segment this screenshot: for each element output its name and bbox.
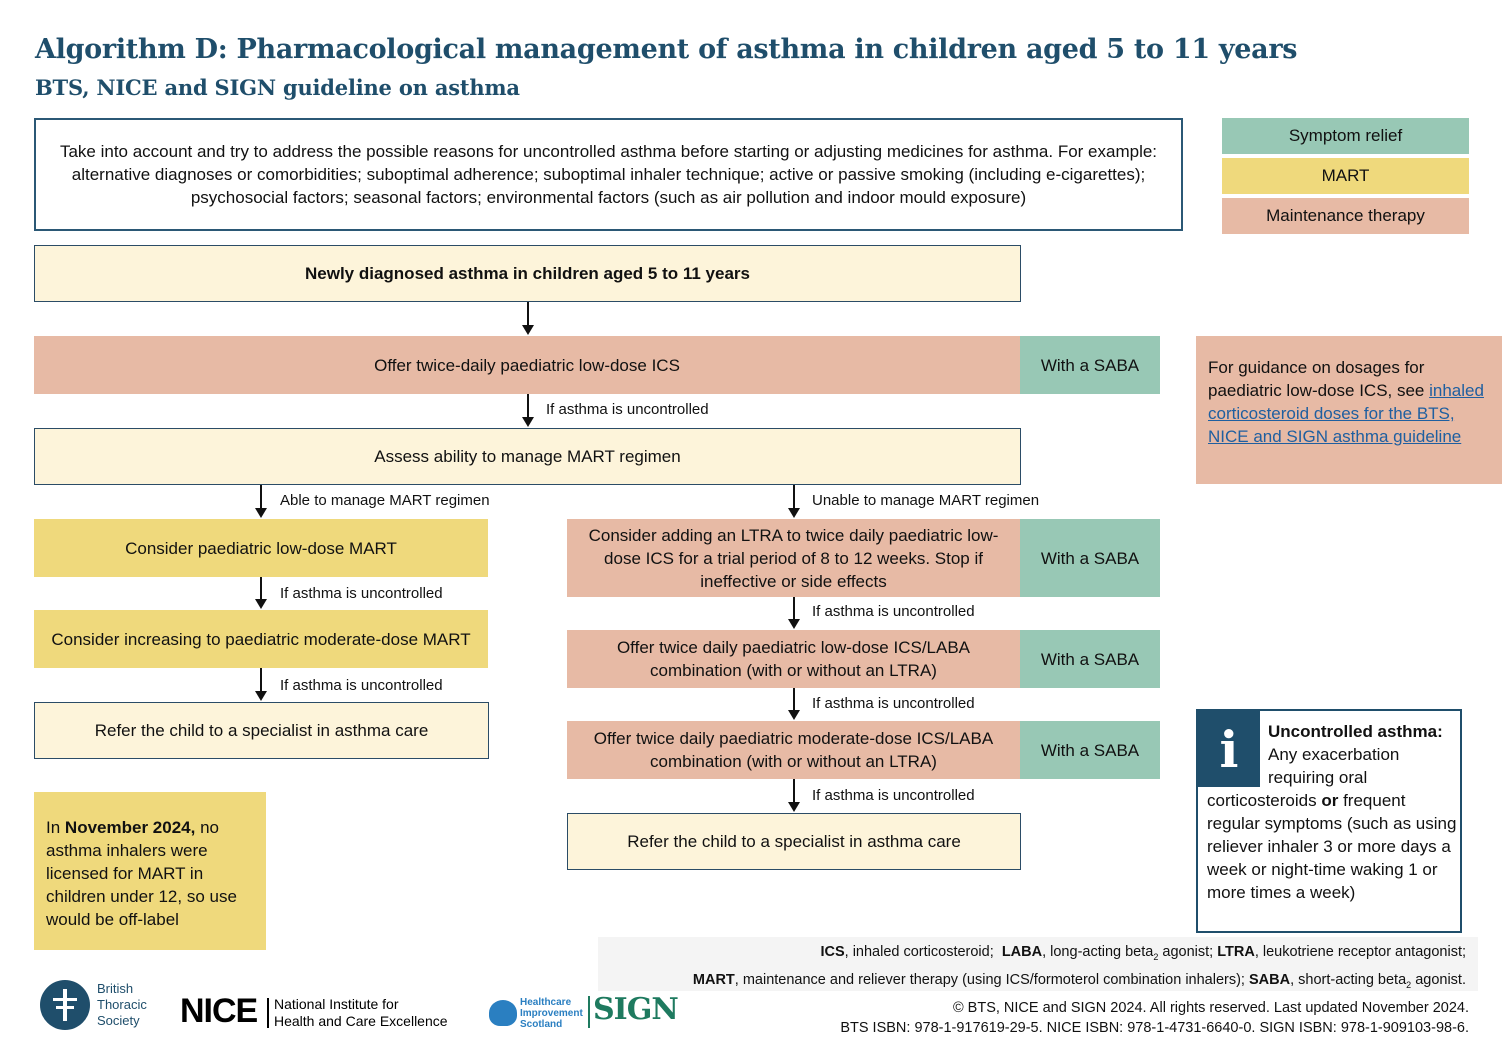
arrow-left-1-head	[255, 508, 267, 518]
legend-maintenance: Maintenance therapy	[1222, 198, 1469, 234]
abbrev-saba-sub: 2	[1406, 979, 1412, 990]
dosage-note-text: For guidance on dosages for paediatric low-dose ICS, see	[1208, 358, 1425, 400]
info-heading: Uncontrolled asthma:	[1268, 722, 1443, 741]
abbrev-laba-text2: agonist;	[1158, 944, 1214, 960]
info-icon: i	[1198, 711, 1260, 787]
label-uncontrolled-left-2: If asthma is uncontrolled	[280, 677, 443, 694]
ics-laba-low-box: Offer twice daily paediatric low-dose ICS/LABA combination (with or without an LTRA)	[567, 630, 1020, 688]
abbrev-laba-text: , long-acting beta	[1042, 944, 1154, 960]
with-saba-2: With a SABA	[1020, 519, 1160, 597]
label-uncontrolled-right-2: If asthma is uncontrolled	[812, 695, 975, 712]
sign-divider	[588, 996, 590, 1028]
mart-note-date: November 2024,	[64, 818, 196, 837]
arrow-right-1	[793, 485, 795, 509]
with-saba-1: With a SABA	[1020, 336, 1160, 394]
abbrev-ics: ICS	[820, 944, 845, 960]
his-word-3: Scotland	[520, 1019, 563, 1030]
abbrev-mart-text: , maintenance and reliever therapy (using ICS/formoterol combination inhalers);	[734, 971, 1245, 988]
offer-ics-box: Offer twice-daily paediatric low-dose ICS	[34, 336, 1020, 394]
his-word-2: Improvement	[520, 1008, 583, 1019]
abbrev-laba: LABA	[1001, 944, 1043, 960]
arrow-2-head	[522, 417, 534, 427]
assess-box: Assess ability to manage MART regimen	[34, 428, 1021, 485]
abbrev-mart: MART	[692, 971, 735, 988]
legend-mart: MART	[1222, 158, 1469, 194]
arrow-left-2-head	[255, 599, 267, 609]
arrow-right-2-head	[788, 619, 800, 629]
arrow-2	[527, 394, 529, 418]
dosage-link[interactable]: inhaled corticosteroid doses for the BTS, NICE and SIGN asthma guideline	[1208, 381, 1484, 446]
arrow-left-3	[260, 668, 262, 692]
arrow-right-2	[793, 597, 795, 620]
bts-word-3: Society	[97, 1013, 140, 1028]
arrow-left-2	[260, 577, 262, 600]
with-saba-4: With a SABA	[1020, 721, 1160, 779]
abbrev-line-1	[598, 941, 1466, 969]
page-subtitle: BTS, NICE and SIGN guideline on asthma	[35, 75, 520, 100]
intro-box: Take into account and try to address the possible reasons for uncontrolled asthma before starting or adjusting medicines for asthma. For example: alternative diagnoses or comorbidities; suboptimal adherence; suboptimal inhaler technique; active or passive smoking (including e-cigarettes); psychosocial factors; seasonal factors; environmental factors (such as air pollution and indoor mould exposure)	[34, 118, 1183, 231]
abbrev-saba-text2: agonist.	[1411, 971, 1466, 988]
mart-note-post: no asthma inhalers were licensed for MART in children under 12, so use would be off-label	[46, 818, 237, 929]
sign-logo: SIGN	[593, 992, 678, 1027]
ics-laba-moderate-box: Offer twice daily paediatric moderate-dose ICS/LABA combination (with or without an LTRA)	[567, 721, 1020, 779]
mart-note-pre: In	[46, 818, 61, 837]
label-uncontrolled-1: If asthma is uncontrolled	[546, 401, 709, 418]
bts-logo-text	[97, 981, 147, 1029]
info-or: or	[1321, 791, 1339, 810]
mart-moderate-box: Consider increasing to paediatric moderate-dose MART	[34, 610, 488, 668]
info-line1: Any exacerbation requiring oral	[1268, 745, 1400, 787]
his-word-1: Healthcare	[520, 997, 572, 1008]
copyright-block	[840, 998, 1469, 1038]
label-able: Able to manage MART regimen	[280, 492, 490, 509]
arrow-1	[527, 302, 529, 326]
bts-word-1: British	[97, 981, 134, 996]
nice-full-name	[274, 996, 448, 1030]
abbrev-ics-text: , inhaled corticosteroid;	[844, 944, 994, 960]
isbn: BTS ISBN: 978-1-917619-29-5. NICE ISBN: 978-1-4731-6640-0. SIGN ISBN: 978-1-909103-98-6.	[840, 1020, 1469, 1036]
nice-full-1: National Institute for	[274, 996, 399, 1012]
abbrev-line-2	[598, 969, 1466, 997]
abbrev-laba-sub: 2	[1153, 951, 1159, 962]
arrow-right-3-head	[788, 710, 800, 720]
mart-license-note	[34, 792, 266, 950]
with-saba-3: With a SABA	[1020, 630, 1160, 688]
arrow-right-1-head	[788, 508, 800, 518]
refer-right-box: Refer the child to a specialist in asthma care	[567, 813, 1021, 870]
legend-symptom-relief: Symptom relief	[1222, 118, 1469, 154]
label-uncontrolled-right-3: If asthma is uncontrolled	[812, 787, 975, 804]
abbrev-saba-text: , short-acting beta	[1290, 971, 1407, 988]
nice-full-2: Health and Care Excellence	[274, 1013, 448, 1029]
arrow-left-1	[260, 485, 262, 509]
start-box: Newly diagnosed asthma in children aged 5 to 11 years	[34, 245, 1021, 302]
bts-logo-icon	[40, 980, 90, 1030]
abbrev-saba: SABA	[1248, 971, 1291, 988]
label-unable: Unable to manage MART regimen	[812, 492, 1040, 509]
bts-word-2: Thoracic	[97, 997, 147, 1012]
abbrev-ltra: LTRA	[1217, 944, 1255, 960]
arrow-right-4	[793, 779, 795, 803]
arrow-right-3	[793, 688, 795, 711]
info-top	[1268, 720, 1458, 789]
refer-left-box: Refer the child to a specialist in asthma care	[34, 702, 489, 759]
page-title: Algorithm D: Pharmacological management of asthma in children aged 5 to 11 years	[35, 34, 1298, 65]
copyright: © BTS, NICE and SIGN 2024. All rights reserved. Last updated November 2024.	[952, 1000, 1469, 1016]
label-uncontrolled-left-1: If asthma is uncontrolled	[280, 585, 443, 602]
label-uncontrolled-right-1: If asthma is uncontrolled	[812, 603, 975, 620]
ltra-box: Consider adding an LTRA to twice daily paediatric low-dose ICS for a trial period of 8 to 12 weeks. Stop if ineffective or side effects	[567, 519, 1020, 597]
mart-low-box: Consider paediatric low-dose MART	[34, 519, 488, 577]
arrow-left-3-head	[255, 691, 267, 701]
info-line2b: frequent regular symptoms (such as using reliever inhaler 3 or more days a week or night-time waking 1 or more times a week)	[1207, 791, 1457, 902]
arrow-right-4-head	[788, 802, 800, 812]
info-line2a: corticosteroids	[1207, 791, 1317, 810]
nice-logo: NICE	[180, 992, 258, 1030]
uncontrolled-definition-box	[1196, 709, 1462, 933]
abbrev-ltra-text: , leukotriene receptor antagonist;	[1254, 944, 1466, 960]
his-logo-icon	[489, 1000, 517, 1026]
his-logo-text	[520, 997, 583, 1030]
arrow-1-head	[522, 325, 534, 335]
nice-divider	[267, 998, 269, 1028]
abbreviations	[598, 937, 1478, 991]
info-bottom	[1207, 789, 1457, 904]
dosage-note	[1196, 336, 1502, 484]
